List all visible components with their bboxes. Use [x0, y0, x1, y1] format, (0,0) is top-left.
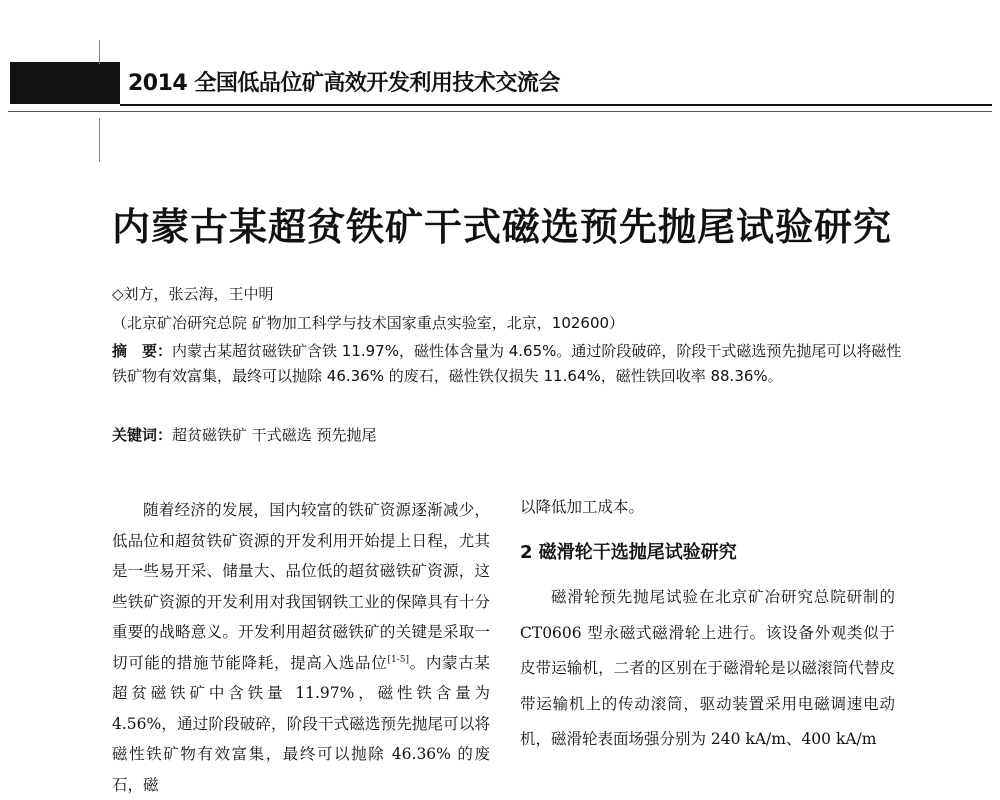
abstract-label: 摘 要： — [112, 342, 173, 360]
intro-paragraph — [112, 495, 490, 800]
keywords-label: 关键词： — [112, 426, 173, 444]
article-title: 内蒙古某超贫铁矿干式磁选预先抛尾试验研究 — [112, 205, 893, 249]
abstract-text: 内蒙古某超贫磁铁矿含铁 11.97%，磁性体含量为 4.65%。通过阶段破碎，阶段干式磁选预先抛尾可以将磁性铁矿物有效富集，最终可以抛除 46.36% 的废石，磁性铁仅损失 11.64%，磁性铁回收率 88.36%。 — [112, 342, 902, 385]
conference-title: 2014 全国低品位矿高效开发利用技术交流会 — [128, 71, 560, 96]
header-rule-thin — [8, 111, 992, 112]
intro-text-1: 随着经济的发展，国内较富的铁矿资源逐渐减少，低品位和超贫铁矿资源的开发利用开始提上日程，尤其是一些易开采、储量大、品位低的超贫磁铁矿资源，这些铁矿资源的开发利用对我国钢铁工业的保障具有十分重要的战略意义。开发利用超贫磁铁矿的关键是采取一切可能的措施节能降耗，提高入选品位 — [112, 501, 490, 672]
abstract — [112, 339, 902, 389]
keywords — [112, 424, 377, 445]
citation: [1-5] — [387, 654, 409, 665]
header-rule — [120, 104, 992, 106]
affiliation: （北京矿冶研究总院 矿物加工科学与技术国家重点实验室，北京，102600） — [112, 314, 625, 332]
intro-text-2: 。内蒙古某超贫磁铁矿中含铁量 11.97%，磁性铁含量为 4.56%，通过阶段破碎，阶段干式磁选预先抛尾可以将磁性铁矿物有效富集，最终可以抛除 46.36% 的废石，磁 — [112, 653, 490, 794]
header-black-block — [10, 62, 120, 104]
keywords-text: 超贫磁铁矿 干式磁选 预先抛尾 — [172, 426, 377, 444]
margin-tick — [99, 40, 100, 64]
section-heading: 2 磁滑轮干选抛尾试验研究 — [520, 542, 737, 563]
authors: ◇刘方，张云海，王中明 — [112, 285, 274, 303]
margin-tick — [99, 118, 100, 162]
right-col-continuation: 以降低加工成本。 — [520, 498, 645, 516]
section-paragraph: 磁滑轮预先抛尾试验在北京矿冶研究总院研制的 CT0606 型永磁式磁滑轮上进行。该设备外观类似于皮带运输机，二者的区别在于磁滑轮是以磁滚筒代替皮带运输机上的传动滚筒，驱动装置采用电磁调速电动机，磁滑轮表面场强分别为 240 kA/m、400 kA/m — [520, 588, 895, 748]
